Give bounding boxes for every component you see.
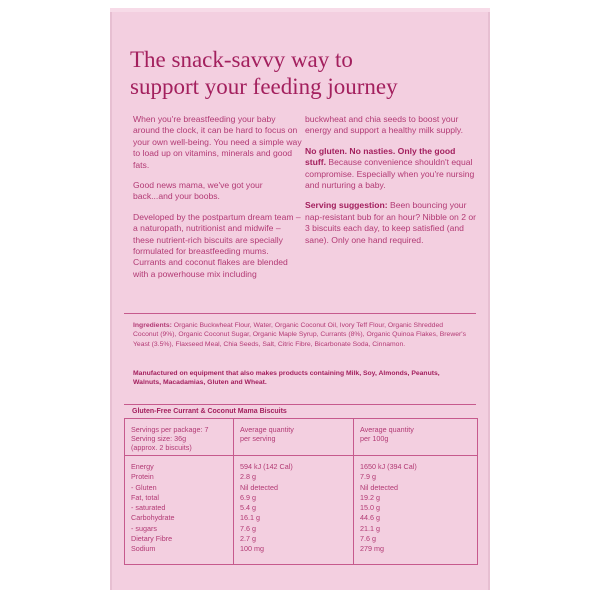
per-100g-value: 19.2 g (360, 492, 380, 502)
body-column-left (133, 114, 303, 289)
bold-lead: No gluten. No nasties. Only the good stuff. (305, 145, 456, 168)
servings-per-package: Servings per package: 7 (131, 425, 209, 434)
body-paragraph: buckwheat and chia seeds to boost your energy and support a healthy milk supply. (305, 114, 463, 136)
per-serving-value: 2.7 g (240, 534, 256, 544)
nutrition-table-title: Gluten-Free Currant & Coconut Mama Biscuits (132, 408, 287, 415)
per-serving-value: 2.8 g (240, 472, 256, 482)
per-100g-value: 7.9 g (360, 472, 376, 482)
per-serving-value: 6.9 g (240, 492, 256, 502)
per-serving-values (240, 462, 293, 555)
headline-line-1: The snack-savvy way to (130, 47, 353, 72)
per-serving-value: 7.6 g (240, 523, 256, 533)
per-100g-value: 44.6 g (360, 513, 380, 523)
ingredients-text (133, 321, 467, 349)
per-100g-header-line-1: Average quantity (360, 425, 414, 434)
allergen-statement: Manufactured on equipment that also makes products containing Milk, Soy, Almonds, Peanuts, Walnuts, Macadamias, Gluten and Wheat. (133, 370, 440, 387)
per-100g-header (360, 425, 414, 443)
servings-header (131, 425, 209, 452)
column-divider (353, 419, 354, 564)
paragraph-text: Been bouncing your nap-resistant bub for an hour? Nibble on 2 or 3 biscuits each day, to keep satisfied (and sane). Only one hand required. (305, 200, 477, 245)
per-100g-value: 279 mg (360, 544, 384, 554)
nutrient-name: - saturated (131, 503, 166, 513)
serving-note: (approx. 2 biscuits) (131, 443, 192, 452)
column-divider (233, 419, 234, 564)
nutrient-names (131, 462, 175, 555)
per-100g-header-line-2: per 100g (360, 434, 389, 443)
nutrient-name: - Gluten (131, 482, 157, 492)
per-serving-header-line-1: Average quantity (240, 425, 294, 434)
ingredients-panel (124, 313, 476, 405)
body-paragraph: Good news mama, we've got your back...and your boobs. (133, 180, 263, 202)
per-100g-value: 21.1 g (360, 523, 380, 533)
per-serving-value: 16.1 g (240, 513, 260, 523)
paragraph-text: Because convenience shouldn't equal compromise. Especially when you're nursing and nurturing a baby. (305, 157, 475, 191)
per-serving-value: 594 kJ (142 Cal) (240, 462, 293, 471)
ingredients-list: Organic Buckwheat Flour, Water, Organic Coconut Oil, Ivory Teff Flour, Organic Shredded Coconut (9%), Organic Coconut Sugar, Organic Maple Syrup, Currants (8%), Organic Quinoa Flakes, Brewer's Yeast (3.5%), Flaxseed Meal, Chia Seeds, Salt, Citric Fibre, Bicarbonate Soda, Cinnamon. (133, 322, 466, 348)
body-paragraph (305, 146, 477, 192)
body-paragraph: When you're breastfeeding your baby around the clock, it can be hard to focus on your own well-being. You need a simple way to load up on vitamins, minerals and good fats. (133, 114, 302, 170)
nutrient-name: Protein (131, 472, 154, 482)
per-serving-value: 5.4 g (240, 503, 256, 513)
per-serving-value: Nil detected (240, 482, 278, 492)
per-100g-value: 1650 kJ (394 Cal) (360, 462, 417, 471)
per-100g-value: Nil detected (360, 482, 398, 492)
body-column-right (305, 114, 477, 255)
nutrient-name: Fat, total (131, 492, 159, 502)
nutrient-name: Carbohydrate (131, 513, 175, 523)
per-serving-value: 100 mg (240, 544, 264, 554)
serving-size: Serving size: 36g (131, 434, 187, 443)
bold-lead: Serving suggestion: (305, 200, 388, 211)
nutrient-name: Sodium (131, 544, 156, 554)
per-100g-value: 7.6 g (360, 534, 376, 544)
headline (130, 46, 480, 100)
nutrient-name: - sugars (131, 523, 157, 533)
nutrient-name: Energy (131, 462, 154, 471)
nutrient-name: Dietary Fibre (131, 534, 173, 544)
per-100g-value: 15.0 g (360, 503, 380, 513)
headline-line-2: support your feeding journey (130, 74, 398, 99)
per-100g-values (360, 462, 417, 555)
header-divider (125, 455, 477, 456)
nutrition-table (124, 418, 478, 565)
serving-suggestion (305, 200, 477, 246)
body-paragraph: Developed by the postpartum dream team – a naturopath, nutritionist and midwife – these nutrient-rich biscuits are specially formulated for breastfeeding mums. Currants and coconut flakes are blended with a powerhouse mix including (133, 211, 301, 279)
per-serving-header-line-2: per serving (240, 434, 276, 443)
per-serving-header (240, 425, 294, 443)
ingredients-label: Ingredients: (133, 322, 172, 329)
